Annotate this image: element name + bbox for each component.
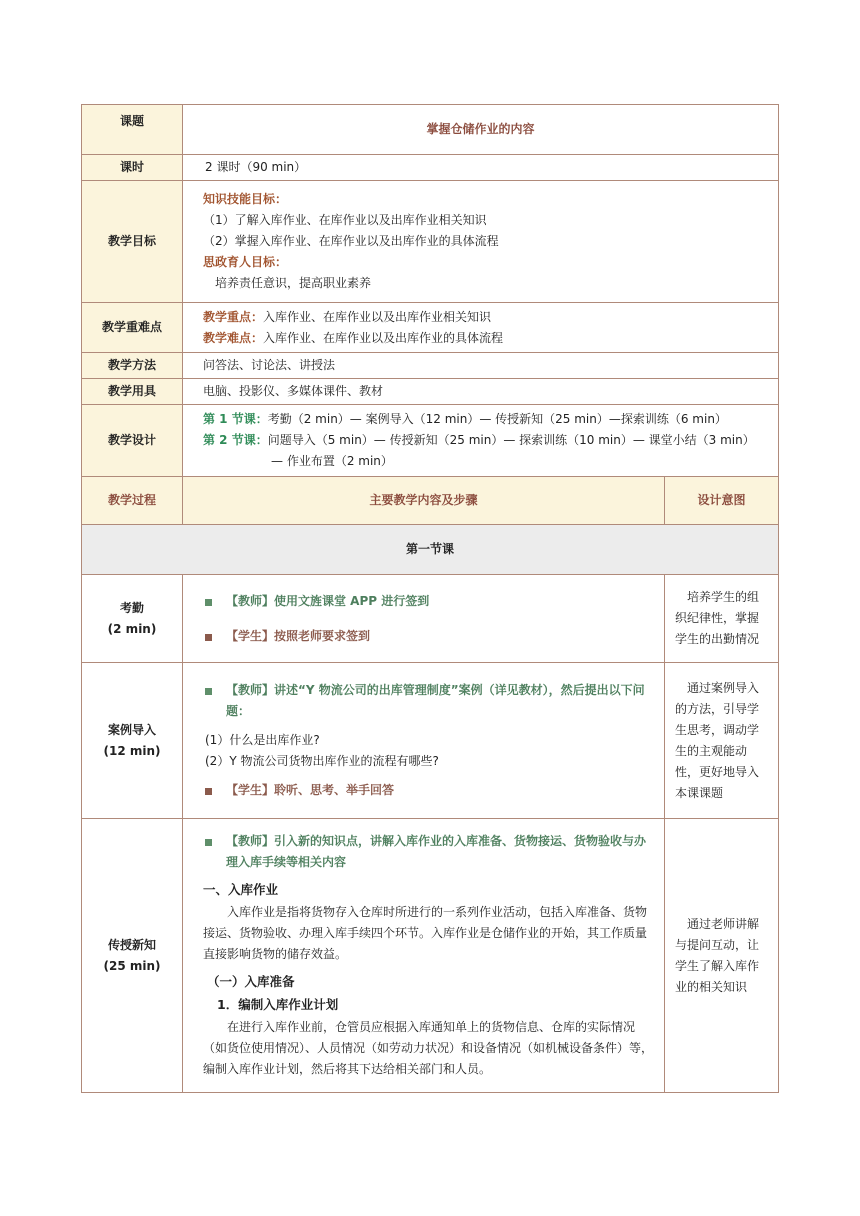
step-case-name: 案例导入 [107, 722, 156, 737]
case-question-2: (2）Y 物流公司货物出库作业的流程有哪些? [205, 754, 439, 768]
goals-label: 教学目标 [82, 181, 183, 303]
difficulty-label: 教学难点： [203, 330, 264, 345]
hours-label: 课时 [82, 155, 183, 181]
step-case [82, 663, 183, 819]
new-heading-3: 1．编制入库作业计划 [217, 997, 339, 1012]
case-intent: 通过案例导入的方法，引导学生思考，调动学生的主观能动性，更好地导入本课课题 [665, 663, 779, 819]
case-student: 【学生】聆听、思考、举手回答 [226, 783, 395, 797]
knowledge-goal-1: （1）了解入库作业、在库作业以及出库作业相关知识 [203, 213, 487, 227]
session2-flow: 问题导入（5 min）— 传授新知（25 min）— 探索训练（10 min）— 课堂小结（3 min） [267, 433, 755, 447]
session2-flow-cont: — 作业布置（2 min） [271, 454, 393, 468]
topic-label: 课题 [82, 105, 183, 155]
new-heading-1: 一、入库作业 [203, 882, 279, 897]
attendance-teacher: 【教师】使用文旌课堂 APP 进行签到 [226, 593, 430, 608]
goals-cell [183, 181, 779, 303]
content-header: 主要教学内容及步骤 [183, 477, 665, 525]
step-attendance [82, 575, 183, 663]
bullet-square-icon [205, 599, 212, 606]
new-paragraph-2: 在进行入库作业前，仓管员应根据入库通知单上的货物信息、仓库的实际情况（如货位使用情况）、人员情况（如劳动力状况）和设备情况（如机械设备条件）等，编制入库作业计划，然后将其下达给相关部门和人员。 [203, 1020, 654, 1076]
session2-label: 第 2 节课： [203, 433, 268, 447]
step-attendance-name: 考勤 [119, 600, 144, 615]
step-attendance-time: (2 min) [107, 621, 157, 636]
tools-value: 电脑、投影仪、多媒体课件、教材 [183, 379, 779, 405]
key-point-label: 教学重点： [203, 309, 264, 324]
case-content [183, 663, 665, 819]
bullet-square-icon [205, 788, 212, 795]
ideology-goal-heading: 思政育人目标： [203, 255, 288, 269]
page-title: 掌握仓储作业的内容 [183, 105, 779, 155]
bullet-square-icon [205, 634, 212, 641]
knowledge-goal-heading: 知识技能目标： [203, 192, 288, 206]
new-teacher: 【教师】引入新的知识点，讲解入库作业的入库准备、货物接运、货物验收与办理入库手续等相关内容 [226, 834, 647, 869]
step-new-knowledge [82, 819, 183, 1093]
key-difficulty-label: 教学重难点 [82, 303, 183, 353]
bullet-square-icon [205, 688, 212, 695]
step-new-name: 传授新知 [107, 937, 156, 952]
intent-header: 设计意图 [665, 477, 779, 525]
difficulty-value: 入库作业、在库作业以及出库作业的具体流程 [263, 330, 504, 345]
section-title: 第一节课 [82, 525, 779, 575]
design-label: 教学设计 [82, 405, 183, 477]
hours-value: 2 课时（90 min） [183, 155, 779, 181]
key-point-value: 入库作业、在库作业以及出库作业相关知识 [263, 309, 492, 324]
case-question-1: (1）什么是出库作业? [205, 733, 320, 747]
design-cell [183, 405, 779, 477]
new-paragraph-1: 入库作业是指将货物存入仓库时所进行的一系列作业活动，包括入库准备、货物接运、货物验收、办理入库手续四个环节。入库作业是仓储作业的开始，其工作质量直接影响货物的储存效益。 [203, 905, 648, 961]
new-intent: 通过老师讲解与提问互动，让学生了解入库作业的相关知识 [665, 819, 779, 1093]
session1-label: 第 1 节课： [203, 412, 268, 426]
knowledge-goal-2: （2）掌握入库作业、在库作业以及出库作业的具体流程 [203, 234, 499, 248]
ideology-goal-1: 培养责任意识，提高职业素养 [215, 276, 372, 290]
process-header: 教学过程 [82, 477, 183, 525]
case-teacher: 【教师】讲述“Y 物流公司的出库管理制度”案例（详见教材），然后提出以下问题： [226, 683, 645, 718]
tools-label: 教学用具 [82, 379, 183, 405]
step-case-time: (12 min) [103, 743, 161, 758]
lesson-plan-table [81, 104, 779, 1093]
attendance-content [183, 575, 665, 663]
method-label: 教学方法 [82, 353, 183, 379]
method-value: 问答法、讨论法、讲授法 [183, 353, 779, 379]
attendance-student: 【学生】按照老师要求签到 [226, 628, 371, 643]
new-heading-2: （一）入库准备 [207, 974, 295, 989]
new-content [183, 819, 665, 1093]
key-difficulty-cell [183, 303, 779, 353]
session1-flow: 考勤（2 min）— 案例导入（12 min）— 传授新知（25 min）—探索训练（6 min） [267, 412, 727, 426]
step-new-time: (25 min) [103, 958, 161, 973]
bullet-square-icon [205, 839, 212, 846]
attendance-intent: 培养学生的组织纪律性，掌握学生的出勤情况 [665, 575, 779, 663]
